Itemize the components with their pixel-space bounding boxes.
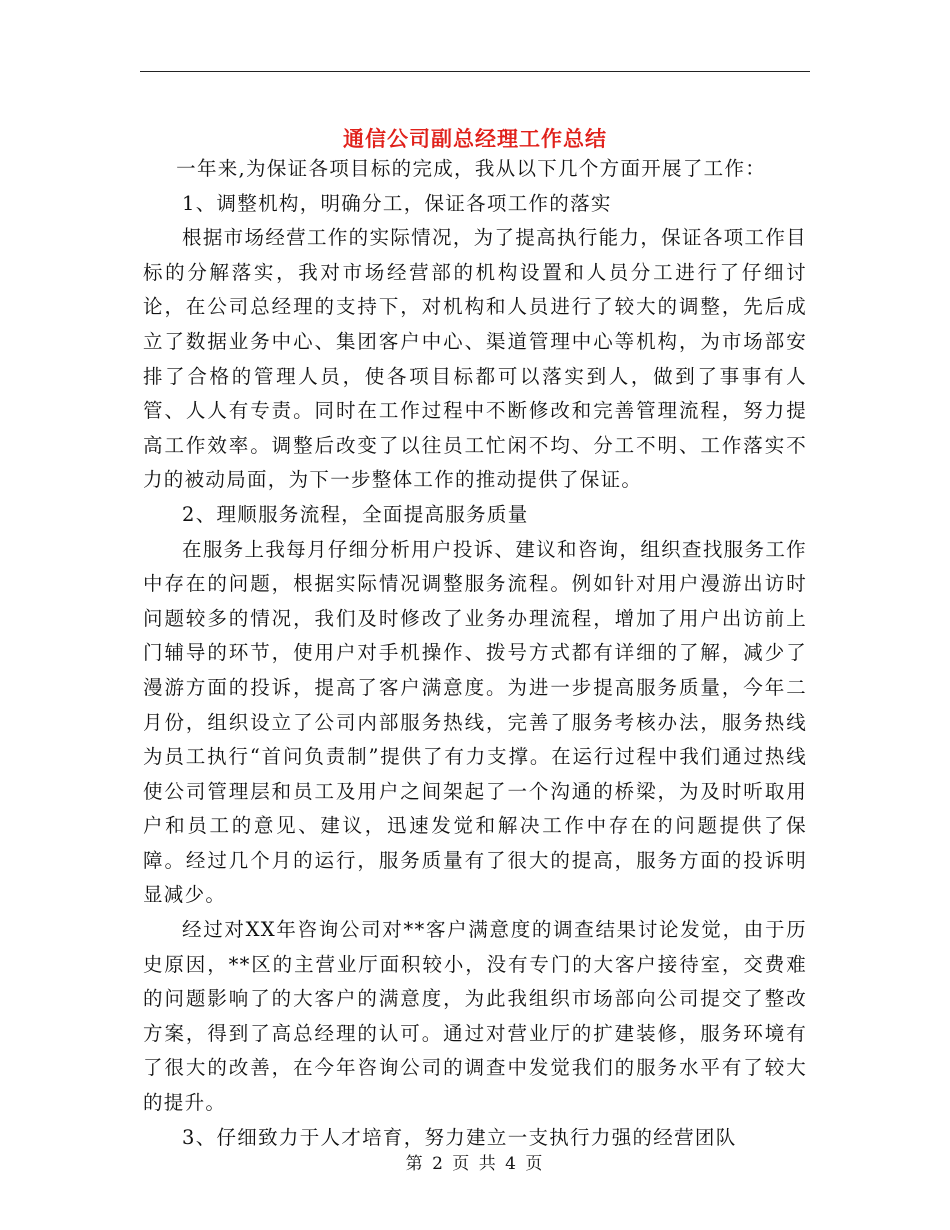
section-heading-2: 2、理顺服务流程，全面提高服务质量 <box>182 502 529 526</box>
paragraph-section-1: 根据市场经营工作的实际情况，为了提高执行能力，保证各项工作目标的分解落实，我对市场经营部的机构设置和人员分工进行了仔细讨论，在公司总经理的支持下，对机构和人员进行了较大的调整，先后成立了数据业务中心、集团客户中心、渠道管理中心等机构，为市场部安排了合格的管理人员，使各项目标都可以落实到人，做到了事事有人管、人人有专责。同时在工作过程中不断修改和完善管理流程，努力提高工作效率。调整后改变了以往员工忙闲不均、分工不明、工作落实不力的被动局面，为下一步整体工作的推动提供了保证。 <box>143 226 807 492</box>
paragraph-intro: 一年来,为保证各项目标的完成，我从以下几个方面开展了工作： <box>176 157 767 180</box>
paragraph-section-2a: 在服务上我每月仔细分析用户投诉、建议和咨询，组织查找服务工作中存在的问题，根据实际情况调整服务流程。例如针对用户漫游出访时问题较多的情况，我们及时修改了业务办理流程，增加了用户出访前上门辅导的环节，使用户对手机操作、拨号方式都有详细的了解，减少了漫游方面的投诉，提高了客户满意度。为进一步提高服务质量，今年二月份，组织设立了公司内部服务热线，完善了服务考核办法，服务热线为员工执行“首问负责制”提供了有力支撑。在运行过程中我们通过热线使公司管理层和员工及用户之间架起了一个沟通的桥梁，为及时听取用户和员工的意见、建议，迅速发觉和解决工作中存在的问题提供了保障。经过几个月的运行，服务质量有了很大的提高，服务方面的投诉明显减少。 <box>143 537 807 907</box>
section-heading-1: 1、调整机构，明确分工，保证各项工作的落实 <box>182 191 612 215</box>
page-number-footer: 第 2 页 共 4 页 <box>405 1154 545 1174</box>
document-title: 通信公司副总经理工作总结 <box>343 126 607 152</box>
paragraph-section-2b: 经过对XX年咨询公司对**客户满意度的调查结果讨论发觉，由于历史原因，**区的主营业厅面积较小，没有专门的大客户接待室，交费难的问题影响了的大客户的满意度，为此我组织市场部向公司提交了整改方案，得到了高总经理的认可。通过对营业厅的扩建装修，服务环境有了很大的改善，在今年咨询公司的调查中发觉我们的服务水平有了较大的提升。 <box>143 918 807 1115</box>
header-rule <box>140 71 810 72</box>
document-body <box>143 152 807 1155</box>
section-heading-3: 3、仔细致力于人才培育，努力建立一支执行力强的经营团队 <box>182 1125 737 1149</box>
